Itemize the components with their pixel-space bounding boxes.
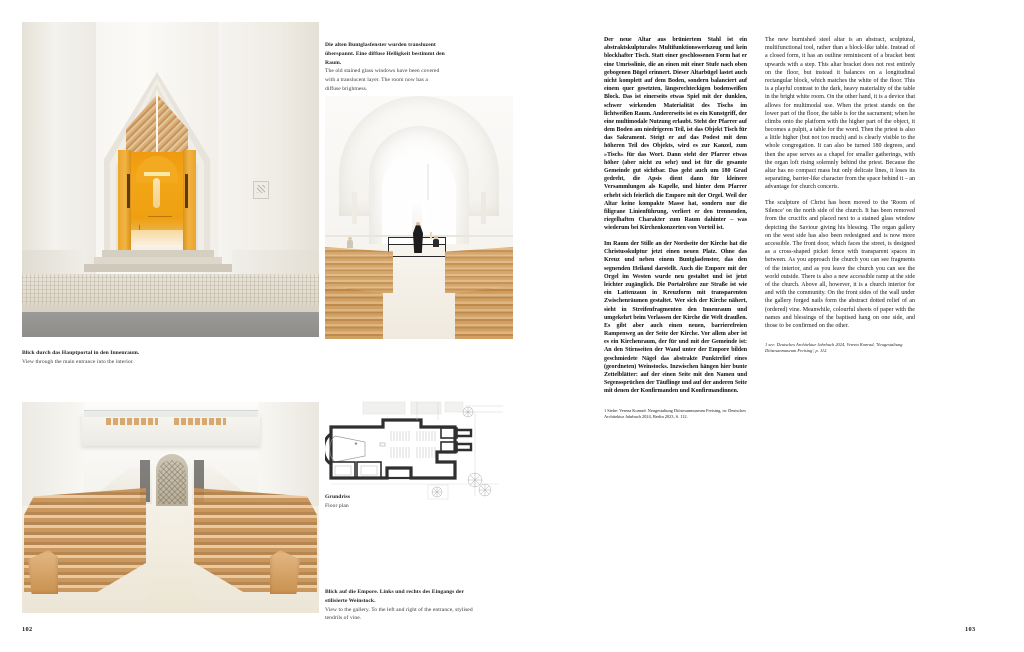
gallery-loft-glass-rail	[84, 410, 258, 417]
caption-nave-en: The old stained glass windows have been covered with a translucent layer. The room now has a diffuse brightness.	[325, 68, 440, 93]
portal-wall-right	[218, 22, 319, 274]
text-column-english	[765, 36, 915, 362]
portal-door-leaf-right	[183, 150, 196, 250]
nave-altar-candle	[430, 232, 432, 239]
paragraph-de-2: Im Raum der Stille an der Nordseite der Kirche hat die Christusskulptur jetzt einen neuen Platz. Ohne das Kreuz und neben einem Buntglasfenster, das den segnenden Heiland darstellt. Auch die Empore mit der Orgel im Westen wurde neu gestaltet und ist jetzt leichter zugänglich. Die Portalröhre zur Straße ist wie ein Lattenzaun in Kreuzform mit transparenten Zwischenräumen gestaltet. Wer sich der Kirche nähert, sieht in Streifenfragmenten den Innenraum und umgekehrt beim Verlassen der Kirche die Welt draußen. Es gibt aber auch einen neuen, barrierefreien Rampenweg an der Seite der Kirche. Vor allem aber ist es ein Kirchenraum, der für und mit der Gemeinde ist: An den Stirnseiten der Wand unter der Empore bilden geschmiedete Nägel das abstrakte Punktrelief eines (geordneten) Weinstocks. Inzwischen hängen hier bunte Zettelblätter: auf der einen Seite mit den Namen und Segenssprüchen der Täuflinge und auf der anderen Seite mit denen der Konfirmanden und Konfirmandinnen.	[604, 241, 747, 395]
caption-nave-de: Die alten Buntglasfenster wurden transluzent überspannt. Eine diffuse Helligkeit bestimmt den Raum.	[325, 42, 445, 66]
portal-inner-light-slot	[144, 172, 170, 176]
gallery-loft-seats-right	[174, 418, 226, 425]
caption-nave	[325, 41, 445, 94]
nave-pews-left-back	[325, 286, 383, 339]
figure-gallery-photo	[22, 402, 319, 613]
nave-priest-figure	[413, 222, 423, 254]
visitor-body	[347, 240, 353, 248]
caption-floorplan-de: Grundriss	[325, 494, 351, 500]
gallery-loft-seats-left	[106, 418, 158, 425]
text-column-german	[604, 36, 747, 428]
portal-plinth-right	[232, 250, 319, 274]
nave-visitor-left	[347, 237, 353, 248]
nave-side-window-right	[481, 192, 486, 224]
paragraph-de-1: Der neue Altar aus brüniertem Stahl ist ein abstraktskulpturales Multifunktionswerkzeug und kein blockhafter Tisch. Statt einer geschlossenen Form hat er eine Umrisslinie, die an einen mit einer Stufe nach oben gebogenen Bügel erinnert. Dieser Altarbügel lastet auch nicht komplett auf dem Boden, sondern balanciert auf einem quer gesetzten, längsrechteckigen bodenweißen Block. Das ist einerseits etwas Spiel mit der dunklen, schwer wirkenden Materialität des Tischs im lichtweißen Raum. Andererseits ist es ein Kunstgriff, der eine multimodale Nutzung erlaubt. Steht der Pfarrer auf dem Boden am niedrigeren Teil, ist das Objekt Tisch für das Sakrament. Steigt er auf das Podest mit dem höheren Teil des Objekts, wird es zur Kanzel, zum »Tisch« für das Wort. Dann steht der Pfarrer etwas höher (aber nicht zu sehr) und ist für die gesamte Gemeinde gut sichtbar. Das geht auch um 180 Grad gedreht, die Apsis dient dann für kleinere Versammlungen als Kapelle, und hinter dem Pfarrer erhebt sich feierlich die Empore mit der Orgel. Weil der Altar keine kompakte Masse hat, sondern nur die filigrane Linienführung, verliert er den trennenden, riegelhaften Charakter zum Raum dahinter – was wiederum bei Kirchenkonzerten von Vorteil ist.	[604, 37, 747, 232]
figure-nave-photo	[325, 96, 513, 339]
portal-inner-floor	[130, 230, 184, 247]
nave-light-slit-right	[427, 164, 429, 200]
caption-gallery-en: View to the gallery. To the left and right of the entrance, stylised tendrils of vine.	[325, 606, 473, 622]
portal-door-strip-right	[185, 174, 188, 208]
figure-floorplan-drawing	[325, 400, 505, 500]
folio-left: 102	[22, 626, 33, 633]
nave-pews-left-front	[325, 247, 393, 293]
portal-step-2	[94, 257, 222, 264]
caption-floorplan-en: Floor plan	[325, 502, 349, 509]
portal-wall-left	[22, 22, 96, 274]
caption-portal	[22, 349, 172, 367]
priest-head	[416, 222, 420, 226]
caption-gallery-de: Blick auf die Empore. Links und rechts des Eingangs der stilisierte Weinstock.	[325, 589, 464, 604]
priest-robe	[413, 225, 423, 253]
portal-inner-window	[153, 178, 160, 208]
floorplan-svg	[325, 400, 505, 500]
caption-floorplan	[325, 493, 445, 511]
nave-pews-right-back	[455, 286, 513, 339]
caption-portal-en: View through the main entrance into the interior.	[22, 358, 134, 365]
figure-portal-photo	[22, 22, 319, 337]
nave-visitor-right	[433, 236, 439, 247]
paragraph-en-1: The new burnished steel altar is an abstract, sculptural, multifunctional tool, rather than a block-like table. Instead of a closed form, it has an outline reminiscent of a bracket bent upwards with a step. This altar bracket does not rest entirely on the floor, but instead it balances on a longitudinal rectangular block, which matches the white of the floor. This is a playful contrast to the dark, heavy materiality of the table in the bright white room. On the other hand, it is a device that allows for multimodal use. When the priest stands on the lower part of the floor, the table is for the sacrament; when he climbs onto the platform with the higher part of the object, it becomes a pulpit, a table for the word. Then the priest is also a little higher (but not too much) and is clearly visible to the whole congregation. It can also be turned 180 degrees, and then the apse serves as a chapel for smaller gatherings, with the organ loft rising solemnly behind the priest. Because the altar has no compact mass but only delicate lines, it loses its separating, barrier-like character from the space behind it – an advantage for church concerts.	[765, 37, 915, 191]
nave-side-window-left	[352, 192, 357, 224]
folio-right: 103	[965, 626, 976, 633]
footnote-english: 1 see: Deutsches Architektur Jahrbuch 2024, Verena Konrad, 'Neugestaltung Diözesanmuseum Freising', p. 112.	[765, 342, 903, 354]
nave-pews-right-front	[445, 247, 513, 293]
gallery-entrance-door	[156, 454, 188, 506]
portal-step-1	[102, 250, 214, 257]
portal-door-strip-left	[127, 174, 130, 208]
caption-gallery	[325, 588, 485, 623]
visitor-body	[433, 239, 439, 247]
portal-plinth-left	[22, 250, 86, 274]
nave-light-slit-left	[372, 159, 374, 203]
caption-portal-de: Blick durch das Hauptportal in den Innenraum.	[22, 350, 140, 356]
footnote-german: 1 Siehe: Verena Konrad: Neugestaltung Diözesanmuseum Freising, in: Deutsches Architektur Jahrbuch 2024, Berlin 2023, S. 112.	[604, 407, 746, 419]
paragraph-en-2: The sculpture of Christ has been moved to the 'Room of Silence' on the north side of the church. It has been removed from the crucifix and placed next to a stained glass window depicting the Saviour giving his blessing. The organ gallery on the west side has also been redesigned and is now more accessible. The front door, which faces the street, is designed as a cross-shaped picket fence with transparent spaces in between. As you approach the church you can see fragments of the interior, and as you leave the church you can see the world outside. There is also a new accessible ramp at the side of the church. Above all, however, it is a church interior for and with the community. On the front sides of the wall under the gallery forged nails form the abstract dotted relief of an (ordered) vine. Meanwhile, colourful sheets of paper with the names and blessings of the baptised hang on one side, and those to be confirmed on the other.	[765, 200, 915, 329]
portal-wall-crest-plaque	[253, 181, 269, 199]
portal-road	[22, 312, 319, 337]
portal-door-leaf-left	[118, 150, 131, 250]
portal-step-3	[84, 264, 232, 272]
